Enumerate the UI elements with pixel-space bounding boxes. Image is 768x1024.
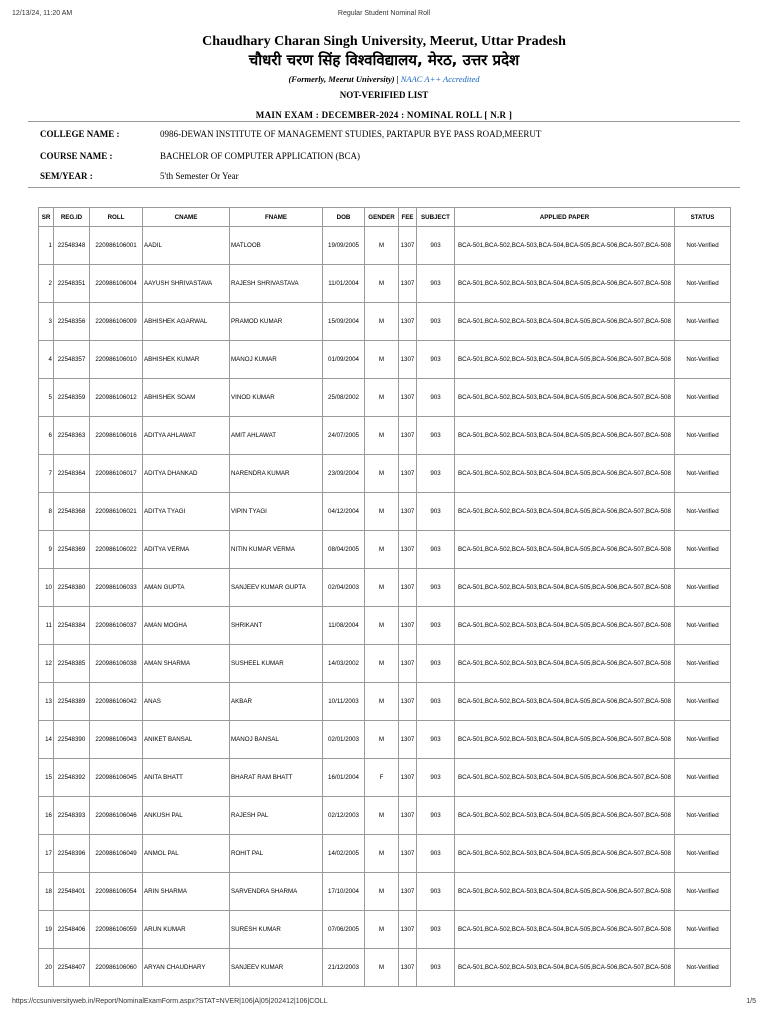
table-row [39, 835, 731, 873]
cell-dob: 01/09/2004 [323, 341, 365, 379]
cell-sr: 8 [39, 493, 54, 531]
cell-roll: 220986106022 [90, 531, 143, 569]
cell-cname: ARYAN CHAUDHARY [143, 949, 230, 987]
cell-dob: 02/04/2003 [323, 569, 365, 607]
cell-fee: 1307 [399, 683, 417, 721]
cell-dob: 11/01/2004 [323, 265, 365, 303]
table-row [39, 265, 731, 303]
cell-subject: 903 [417, 797, 455, 835]
cell-applied-paper: BCA-501,BCA-502,BCA-503,BCA-504,BCA-505,BCA-506,BCA-507,BCA-508 [455, 721, 675, 759]
cell-sr: 14 [39, 721, 54, 759]
cell-dob: 04/12/2004 [323, 493, 365, 531]
table-row [39, 493, 731, 531]
cell-subject: 903 [417, 341, 455, 379]
cell-applied-paper: BCA-501,BCA-502,BCA-503,BCA-504,BCA-505,BCA-506,BCA-507,BCA-508 [455, 569, 675, 607]
cell-reg-id: 22548368 [54, 493, 90, 531]
cell-status: Not-Verified [675, 721, 731, 759]
cell-fee: 1307 [399, 645, 417, 683]
cell-fname: PRAMOD KUMAR [230, 303, 323, 341]
cell-reg-id: 22548363 [54, 417, 90, 455]
cell-gender: M [365, 873, 399, 911]
cell-roll: 220986106004 [90, 265, 143, 303]
cell-reg-id: 22548392 [54, 759, 90, 797]
table-row [39, 607, 731, 645]
cell-reg-id: 22548380 [54, 569, 90, 607]
cell-subject: 903 [417, 531, 455, 569]
cell-fee: 1307 [399, 341, 417, 379]
cell-applied-paper: BCA-501,BCA-502,BCA-503,BCA-504,BCA-505,BCA-506,BCA-507,BCA-508 [455, 455, 675, 493]
cell-sr: 5 [39, 379, 54, 417]
cell-fee: 1307 [399, 835, 417, 873]
cell-sr: 18 [39, 873, 54, 911]
cell-subject: 903 [417, 683, 455, 721]
cell-dob: 16/01/2004 [323, 759, 365, 797]
cell-fee: 1307 [399, 911, 417, 949]
cell-subject: 903 [417, 493, 455, 531]
table-row [39, 873, 731, 911]
cell-status: Not-Verified [675, 303, 731, 341]
cell-status: Not-Verified [675, 949, 731, 987]
cell-dob: 24/07/2005 [323, 417, 365, 455]
cell-status: Not-Verified [675, 455, 731, 493]
cell-fname: AMIT AHLAWAT [230, 417, 323, 455]
cell-reg-id: 22548351 [54, 265, 90, 303]
header-reg-id: REG.ID [54, 208, 90, 227]
cell-applied-paper: BCA-501,BCA-502,BCA-503,BCA-504,BCA-505,BCA-506,BCA-507,BCA-508 [455, 379, 675, 417]
cell-fname: ROHIT PAL [230, 835, 323, 873]
table-row [39, 949, 731, 987]
cell-subject: 903 [417, 265, 455, 303]
cell-dob: 11/08/2004 [323, 607, 365, 645]
cell-fname: SANJEEV KUMAR [230, 949, 323, 987]
cell-roll: 220986106012 [90, 379, 143, 417]
cell-gender: M [365, 645, 399, 683]
cell-sr: 16 [39, 797, 54, 835]
cell-sr: 17 [39, 835, 54, 873]
sem-label: SEM/YEAR : [40, 171, 93, 181]
cell-roll: 220986106033 [90, 569, 143, 607]
table-row [39, 303, 731, 341]
cell-cname: ADITYA TYAGI [143, 493, 230, 531]
cell-cname: ADITYA VERMA [143, 531, 230, 569]
cell-fname: SURESH KUMAR [230, 911, 323, 949]
cell-status: Not-Verified [675, 759, 731, 797]
cell-sr: 1 [39, 227, 54, 265]
cell-reg-id: 22548385 [54, 645, 90, 683]
cell-cname: AAYUSH SHRIVASTAVA [143, 265, 230, 303]
cell-gender: M [365, 569, 399, 607]
cell-dob: 07/06/2005 [323, 911, 365, 949]
cell-roll: 220986106043 [90, 721, 143, 759]
cell-cname: ARIN SHARMA [143, 873, 230, 911]
cell-roll: 220986106059 [90, 911, 143, 949]
cell-fname: BHARAT RAM BHATT [230, 759, 323, 797]
cell-gender: M [365, 683, 399, 721]
cell-sr: 9 [39, 531, 54, 569]
cell-fname: MANOJ BANSAL [230, 721, 323, 759]
cell-subject: 903 [417, 607, 455, 645]
cell-cname: ARUN KUMAR [143, 911, 230, 949]
cell-fee: 1307 [399, 569, 417, 607]
cell-dob: 10/11/2003 [323, 683, 365, 721]
cell-reg-id: 22548407 [54, 949, 90, 987]
cell-sr: 20 [39, 949, 54, 987]
cell-applied-paper: BCA-501,BCA-502,BCA-503,BCA-504,BCA-505,BCA-506,BCA-507,BCA-508 [455, 265, 675, 303]
table-header-row [39, 208, 731, 227]
table-row [39, 645, 731, 683]
cell-cname: ADITYA DHANKAD [143, 455, 230, 493]
cell-roll: 220986106046 [90, 797, 143, 835]
university-name-english: Chaudhary Charan Singh University, Meerut, Uttar Pradesh [202, 34, 566, 49]
cell-gender: M [365, 303, 399, 341]
cell-applied-paper: BCA-501,BCA-502,BCA-503,BCA-504,BCA-505,BCA-506,BCA-507,BCA-508 [455, 227, 675, 265]
cell-gender: M [365, 721, 399, 759]
header-gender: GENDER [365, 208, 399, 227]
cell-reg-id: 22548390 [54, 721, 90, 759]
page-url: https://ccsuniversityweb.in/Report/NominalExamForm.aspx?STAT=NVER|106|A|05|202412|106|COLL [12, 998, 328, 1005]
cell-cname: ABHISHEK AGARWAL [143, 303, 230, 341]
college-row [40, 128, 740, 140]
page-number: 1/5 [746, 998, 756, 1005]
cell-cname: ANKUSH PAL [143, 797, 230, 835]
table-row [39, 417, 731, 455]
cell-cname: AMAN MOGHA [143, 607, 230, 645]
cell-reg-id: 22548364 [54, 455, 90, 493]
exam-title: MAIN EXAM : DECEMBER-2024 : NOMINAL ROLL [ N.R ] [255, 110, 513, 120]
cell-reg-id: 22548406 [54, 911, 90, 949]
cell-reg-id: 22548396 [54, 835, 90, 873]
cell-roll: 220986106016 [90, 417, 143, 455]
cell-reg-id: 22548393 [54, 797, 90, 835]
cell-status: Not-Verified [675, 683, 731, 721]
course-value: BACHELOR OF COMPUTER APPLICATION (BCA) [160, 151, 361, 161]
cell-sr: 13 [39, 683, 54, 721]
cell-reg-id: 22548348 [54, 227, 90, 265]
cell-fname: SARVENDRA SHARMA [230, 873, 323, 911]
list-title: NOT-VERIFIED LIST [339, 90, 429, 100]
cell-subject: 903 [417, 303, 455, 341]
cell-dob: 23/09/2004 [323, 455, 365, 493]
cell-cname: ABHISHEK SOAM [143, 379, 230, 417]
cell-sr: 19 [39, 911, 54, 949]
cell-fee: 1307 [399, 797, 417, 835]
cell-status: Not-Verified [675, 873, 731, 911]
cell-fee: 1307 [399, 227, 417, 265]
cell-gender: M [365, 417, 399, 455]
header-dob: DOB [323, 208, 365, 227]
cell-applied-paper: BCA-501,BCA-502,BCA-503,BCA-504,BCA-505,BCA-506,BCA-507,BCA-508 [455, 911, 675, 949]
cell-status: Not-Verified [675, 493, 731, 531]
cell-status: Not-Verified [675, 531, 731, 569]
print-footer [12, 998, 756, 1010]
formerly-line [0, 73, 768, 85]
cell-sr: 2 [39, 265, 54, 303]
table-body [39, 227, 731, 987]
cell-dob: 08/04/2005 [323, 531, 365, 569]
table-row [39, 683, 731, 721]
header-sr: SR [39, 208, 54, 227]
cell-gender: M [365, 455, 399, 493]
cell-roll: 220986106010 [90, 341, 143, 379]
cell-fname: RAJESH SHRIVASTAVA [230, 265, 323, 303]
cell-subject: 903 [417, 569, 455, 607]
cell-applied-paper: BCA-501,BCA-502,BCA-503,BCA-504,BCA-505,BCA-506,BCA-507,BCA-508 [455, 607, 675, 645]
cell-gender: M [365, 911, 399, 949]
cell-cname: AMAN GUPTA [143, 569, 230, 607]
cell-sr: 10 [39, 569, 54, 607]
header-cname: CNAME [143, 208, 230, 227]
cell-fee: 1307 [399, 417, 417, 455]
cell-cname: ANITA BHATT [143, 759, 230, 797]
cell-applied-paper: BCA-501,BCA-502,BCA-503,BCA-504,BCA-505,BCA-506,BCA-507,BCA-508 [455, 417, 675, 455]
cell-subject: 903 [417, 721, 455, 759]
cell-applied-paper: BCA-501,BCA-502,BCA-503,BCA-504,BCA-505,BCA-506,BCA-507,BCA-508 [455, 341, 675, 379]
cell-gender: M [365, 227, 399, 265]
table-row [39, 797, 731, 835]
cell-gender: F [365, 759, 399, 797]
cell-fee: 1307 [399, 265, 417, 303]
cell-status: Not-Verified [675, 227, 731, 265]
cell-reg-id: 22548357 [54, 341, 90, 379]
print-doc-title: Regular Student Nominal Roll [337, 10, 431, 17]
cell-dob: 14/03/2002 [323, 645, 365, 683]
cell-reg-id: 22548356 [54, 303, 90, 341]
cell-subject: 903 [417, 835, 455, 873]
cell-applied-paper: BCA-501,BCA-502,BCA-503,BCA-504,BCA-505,BCA-506,BCA-507,BCA-508 [455, 835, 675, 873]
cell-fname: SANJEEV KUMAR GUPTA [230, 569, 323, 607]
cell-roll: 220986106001 [90, 227, 143, 265]
header-subject: SUBJECT [417, 208, 455, 227]
header-fname: FNAME [230, 208, 323, 227]
cell-reg-id: 22548389 [54, 683, 90, 721]
cell-status: Not-Verified [675, 911, 731, 949]
cell-sr: 12 [39, 645, 54, 683]
cell-dob: 14/02/2005 [323, 835, 365, 873]
cell-status: Not-Verified [675, 607, 731, 645]
cell-fee: 1307 [399, 531, 417, 569]
table-row [39, 911, 731, 949]
cell-subject: 903 [417, 417, 455, 455]
cell-dob: 19/09/2005 [323, 227, 365, 265]
table-row [39, 721, 731, 759]
cell-roll: 220986106049 [90, 835, 143, 873]
print-header [12, 10, 756, 24]
cell-cname: ADITYA AHLAWAT [143, 417, 230, 455]
cell-cname: ANAS [143, 683, 230, 721]
cell-sr: 7 [39, 455, 54, 493]
cell-gender: M [365, 835, 399, 873]
cell-roll: 220986106009 [90, 303, 143, 341]
cell-subject: 903 [417, 873, 455, 911]
cell-status: Not-Verified [675, 341, 731, 379]
cell-applied-paper: BCA-501,BCA-502,BCA-503,BCA-504,BCA-505,BCA-506,BCA-507,BCA-508 [455, 531, 675, 569]
cell-applied-paper: BCA-501,BCA-502,BCA-503,BCA-504,BCA-505,BCA-506,BCA-507,BCA-508 [455, 683, 675, 721]
table-row [39, 227, 731, 265]
cell-applied-paper: BCA-501,BCA-502,BCA-503,BCA-504,BCA-505,BCA-506,BCA-507,BCA-508 [455, 949, 675, 987]
cell-subject: 903 [417, 949, 455, 987]
table-row [39, 379, 731, 417]
cell-cname: AADIL [143, 227, 230, 265]
cell-sr: 4 [39, 341, 54, 379]
cell-fee: 1307 [399, 493, 417, 531]
cell-applied-paper: BCA-501,BCA-502,BCA-503,BCA-504,BCA-505,BCA-506,BCA-507,BCA-508 [455, 797, 675, 835]
cell-reg-id: 22548369 [54, 531, 90, 569]
course-info-block [28, 121, 740, 188]
cell-sr: 15 [39, 759, 54, 797]
sem-row [40, 170, 740, 182]
cell-fee: 1307 [399, 759, 417, 797]
cell-status: Not-Verified [675, 569, 731, 607]
cell-fee: 1307 [399, 455, 417, 493]
college-label: COLLEGE NAME : [40, 129, 120, 139]
cell-fee: 1307 [399, 949, 417, 987]
cell-fname: RAJESH PAL [230, 797, 323, 835]
cell-gender: M [365, 949, 399, 987]
header-applied-paper: APPLIED PAPER [455, 208, 675, 227]
university-header [0, 34, 768, 121]
cell-subject: 903 [417, 227, 455, 265]
cell-gender: M [365, 265, 399, 303]
cell-applied-paper: BCA-501,BCA-502,BCA-503,BCA-504,BCA-505,BCA-506,BCA-507,BCA-508 [455, 759, 675, 797]
cell-status: Not-Verified [675, 835, 731, 873]
cell-dob: 25/08/2002 [323, 379, 365, 417]
cell-fname: VIPIN TYAGI [230, 493, 323, 531]
cell-status: Not-Verified [675, 417, 731, 455]
cell-gender: M [365, 531, 399, 569]
cell-cname: AMAN SHARMA [143, 645, 230, 683]
cell-gender: M [365, 379, 399, 417]
cell-subject: 903 [417, 379, 455, 417]
cell-roll: 220986106054 [90, 873, 143, 911]
cell-sr: 11 [39, 607, 54, 645]
cell-fname: SHRIKANT [230, 607, 323, 645]
cell-roll: 220986106042 [90, 683, 143, 721]
cell-fname: VINOD KUMAR [230, 379, 323, 417]
cell-status: Not-Verified [675, 797, 731, 835]
cell-dob: 17/10/2004 [323, 873, 365, 911]
cell-sr: 6 [39, 417, 54, 455]
print-date: 12/13/24, 11:20 AM [12, 10, 73, 17]
cell-gender: M [365, 607, 399, 645]
cell-fname: NITIN KUMAR VERMA [230, 531, 323, 569]
cell-applied-paper: BCA-501,BCA-502,BCA-503,BCA-504,BCA-505,BCA-506,BCA-507,BCA-508 [455, 303, 675, 341]
cell-applied-paper: BCA-501,BCA-502,BCA-503,BCA-504,BCA-505,BCA-506,BCA-507,BCA-508 [455, 493, 675, 531]
cell-fee: 1307 [399, 379, 417, 417]
cell-cname: ANMOL PAL [143, 835, 230, 873]
university-name-hindi: चौधरी चरण सिंह विश्वविद्यालय, मेरठ, उत्तर प्रदेश [248, 51, 520, 69]
cell-roll: 220986106021 [90, 493, 143, 531]
table-row [39, 569, 731, 607]
cell-fee: 1307 [399, 303, 417, 341]
cell-fname: SUSHEEL KUMAR [230, 645, 323, 683]
table-row [39, 341, 731, 379]
sem-value: 5'th Semester Or Year [160, 171, 239, 181]
cell-cname: ANIKET BANSAL [143, 721, 230, 759]
cell-applied-paper: BCA-501,BCA-502,BCA-503,BCA-504,BCA-505,BCA-506,BCA-507,BCA-508 [455, 873, 675, 911]
table-row [39, 455, 731, 493]
cell-dob: 21/12/2003 [323, 949, 365, 987]
header-status: STATUS [675, 208, 731, 227]
cell-subject: 903 [417, 455, 455, 493]
cell-fee: 1307 [399, 873, 417, 911]
cell-gender: M [365, 797, 399, 835]
table-row [39, 531, 731, 569]
cell-fname: MATLOOB [230, 227, 323, 265]
table-row [39, 759, 731, 797]
cell-reg-id: 22548384 [54, 607, 90, 645]
naac-accreditation: NAAC A++ Accredited [400, 74, 480, 84]
cell-applied-paper: BCA-501,BCA-502,BCA-503,BCA-504,BCA-505,BCA-506,BCA-507,BCA-508 [455, 645, 675, 683]
college-value: 0986-DEWAN INSTITUTE OF MANAGEMENT STUDIES, PARTAPUR BYE PASS ROAD,MEERUT [160, 129, 542, 139]
cell-subject: 903 [417, 645, 455, 683]
cell-roll: 220986106038 [90, 645, 143, 683]
nominal-roll-table [38, 207, 731, 987]
cell-dob: 02/01/2003 [323, 721, 365, 759]
cell-roll: 220986106060 [90, 949, 143, 987]
cell-fname: MANOJ KUMAR [230, 341, 323, 379]
cell-status: Not-Verified [675, 645, 731, 683]
cell-cname: ABHISHEK KUMAR [143, 341, 230, 379]
cell-fee: 1307 [399, 607, 417, 645]
cell-fname: AKBAR [230, 683, 323, 721]
cell-subject: 903 [417, 759, 455, 797]
formerly-text: (Formerly, Meerut University) | [288, 74, 399, 84]
cell-status: Not-Verified [675, 379, 731, 417]
cell-roll: 220986106037 [90, 607, 143, 645]
cell-status: Not-Verified [675, 265, 731, 303]
cell-fname: NARENDRA KUMAR [230, 455, 323, 493]
cell-sr: 3 [39, 303, 54, 341]
cell-reg-id: 22548359 [54, 379, 90, 417]
course-row [40, 150, 740, 162]
cell-roll: 220986106017 [90, 455, 143, 493]
cell-dob: 15/09/2004 [323, 303, 365, 341]
cell-dob: 02/12/2003 [323, 797, 365, 835]
course-label: COURSE NAME : [40, 151, 113, 161]
cell-subject: 903 [417, 911, 455, 949]
header-fee: FEE [399, 208, 417, 227]
cell-roll: 220986106045 [90, 759, 143, 797]
cell-gender: M [365, 493, 399, 531]
cell-gender: M [365, 341, 399, 379]
header-roll: ROLL [90, 208, 143, 227]
cell-fee: 1307 [399, 721, 417, 759]
cell-reg-id: 22548401 [54, 873, 90, 911]
